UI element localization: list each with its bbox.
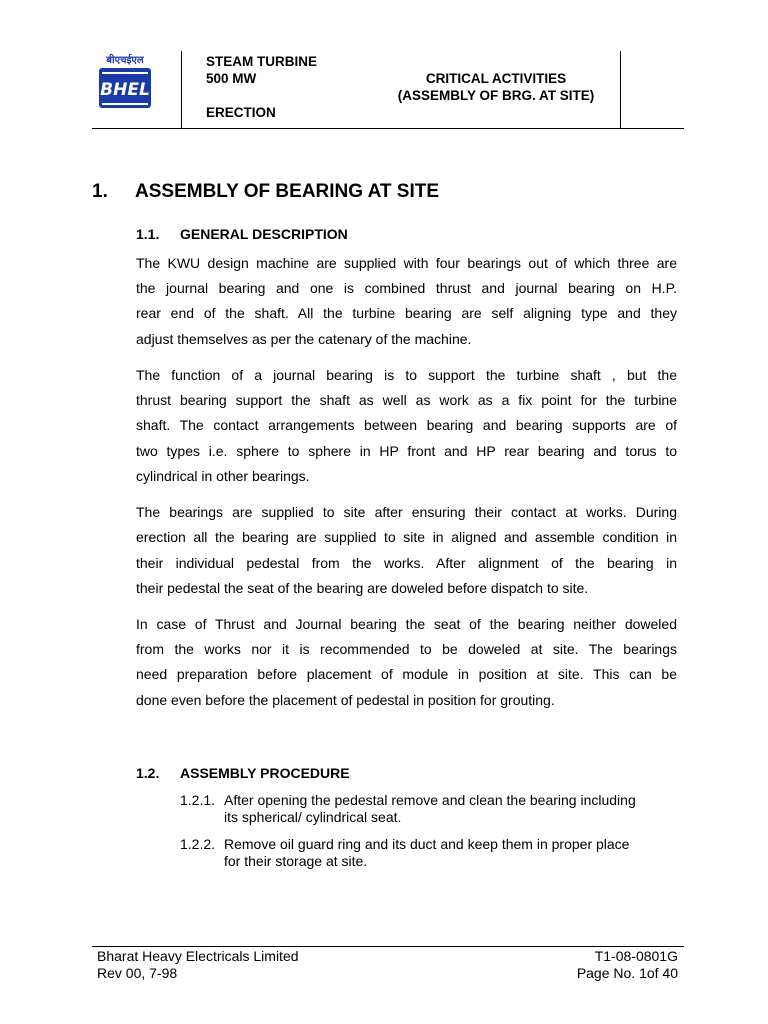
header-doc-subtitle: (ASSEMBLY OF BRG. AT SITE) [397, 88, 595, 103]
subsection-number: 1.2. [136, 765, 160, 781]
svg-text:BHEL: BHEL [100, 80, 150, 100]
procedure-step-text: After opening the pedestal remove and clean the bearing including [224, 792, 636, 808]
subsection-heading-procedure [136, 764, 350, 782]
paragraph-line: The function of a journal bearing is to support the turbine shaft , but the [136, 367, 677, 383]
paragraph-line: The KWU design machine are supplied with four bearings out of which three are [136, 255, 677, 271]
paragraph-line: from the works nor it is recommended to be doweled at site. The bearings [136, 641, 677, 657]
paragraph-line: shaft. The contact arrangements between bearing and bearing supports are of [136, 417, 677, 433]
document-header [92, 51, 684, 129]
footer-revision: Rev 00, 7-98 [97, 965, 178, 981]
procedure-step-text: its spherical/ cylindrical seat. [224, 809, 402, 825]
procedure-step-number: 1.2.1. [180, 792, 216, 808]
section-title: ASSEMBLY OF BEARING AT SITE [135, 181, 440, 202]
header-doc-title: CRITICAL ACTIVITIES [425, 71, 567, 86]
paragraph-line: adjust themselves as per the catenary of the machine. [136, 331, 472, 347]
subsection-number: 1.1. [136, 226, 160, 242]
paragraph-line: rear end of the shaft. All the turbine bearing are self aligning type and they [136, 305, 677, 321]
header-rule [92, 128, 684, 129]
procedure-step-text: for their storage at site. [224, 853, 368, 869]
paragraph-line: cylindrical in other bearings. [136, 468, 310, 484]
bhel-logo [97, 52, 153, 116]
footer-page-number: Page No. 1of 40 [576, 965, 678, 981]
paragraph-line: The bearings are supplied to site after ensuring their contact at works. During [136, 504, 677, 520]
paragraph-line: thrust bearing support the shaft as well as work as a fix point for the turbine [136, 392, 677, 408]
paragraph-line: In case of Thrust and Journal bearing the seat of the bearing neither doweled [136, 616, 677, 632]
section-number: 1. [92, 181, 108, 202]
paragraph-line: two types i.e. sphere to sphere in HP front and HP rear bearing and torus to [136, 443, 677, 459]
header-product: STEAM TURBINE [206, 54, 317, 69]
paragraph-line: the journal bearing and one is combined thrust and journal bearing on H.P. [136, 280, 677, 296]
header-divider-left [181, 51, 182, 129]
paragraph-line: done even before the placement of pedestal in position for grouting. [136, 692, 555, 708]
paragraph-line: need preparation before placement of module in position at site. This can be [136, 666, 677, 682]
footer-rule [92, 946, 684, 947]
paragraph-line: their individual pedestal from the works. After alignment of the bearing in [136, 555, 677, 571]
subsection-title: ASSEMBLY PROCEDURE [180, 765, 350, 781]
svg-text:बीएचईएल: बीएचईएल [106, 55, 144, 66]
paragraph-line: their pedestal the seat of the bearing are doweled before dispatch to site. [136, 580, 589, 596]
header-capacity: 500 MW [206, 71, 257, 86]
paragraph-line: erection all the bearing are supplied to site in aligned and assemble condition in [136, 529, 677, 545]
section-heading [92, 180, 439, 204]
footer-company: Bharat Heavy Electricals Limited [97, 948, 299, 964]
header-activity: ERECTION [206, 105, 276, 120]
footer-doc-number: T1-08-0801G [594, 948, 678, 964]
procedure-step-number: 1.2.2. [180, 836, 216, 852]
subsection-title: GENERAL DESCRIPTION [180, 226, 348, 242]
procedure-step-text: Remove oil guard ring and its duct and keep them in proper place [224, 836, 630, 852]
subsection-heading-general [136, 225, 348, 243]
